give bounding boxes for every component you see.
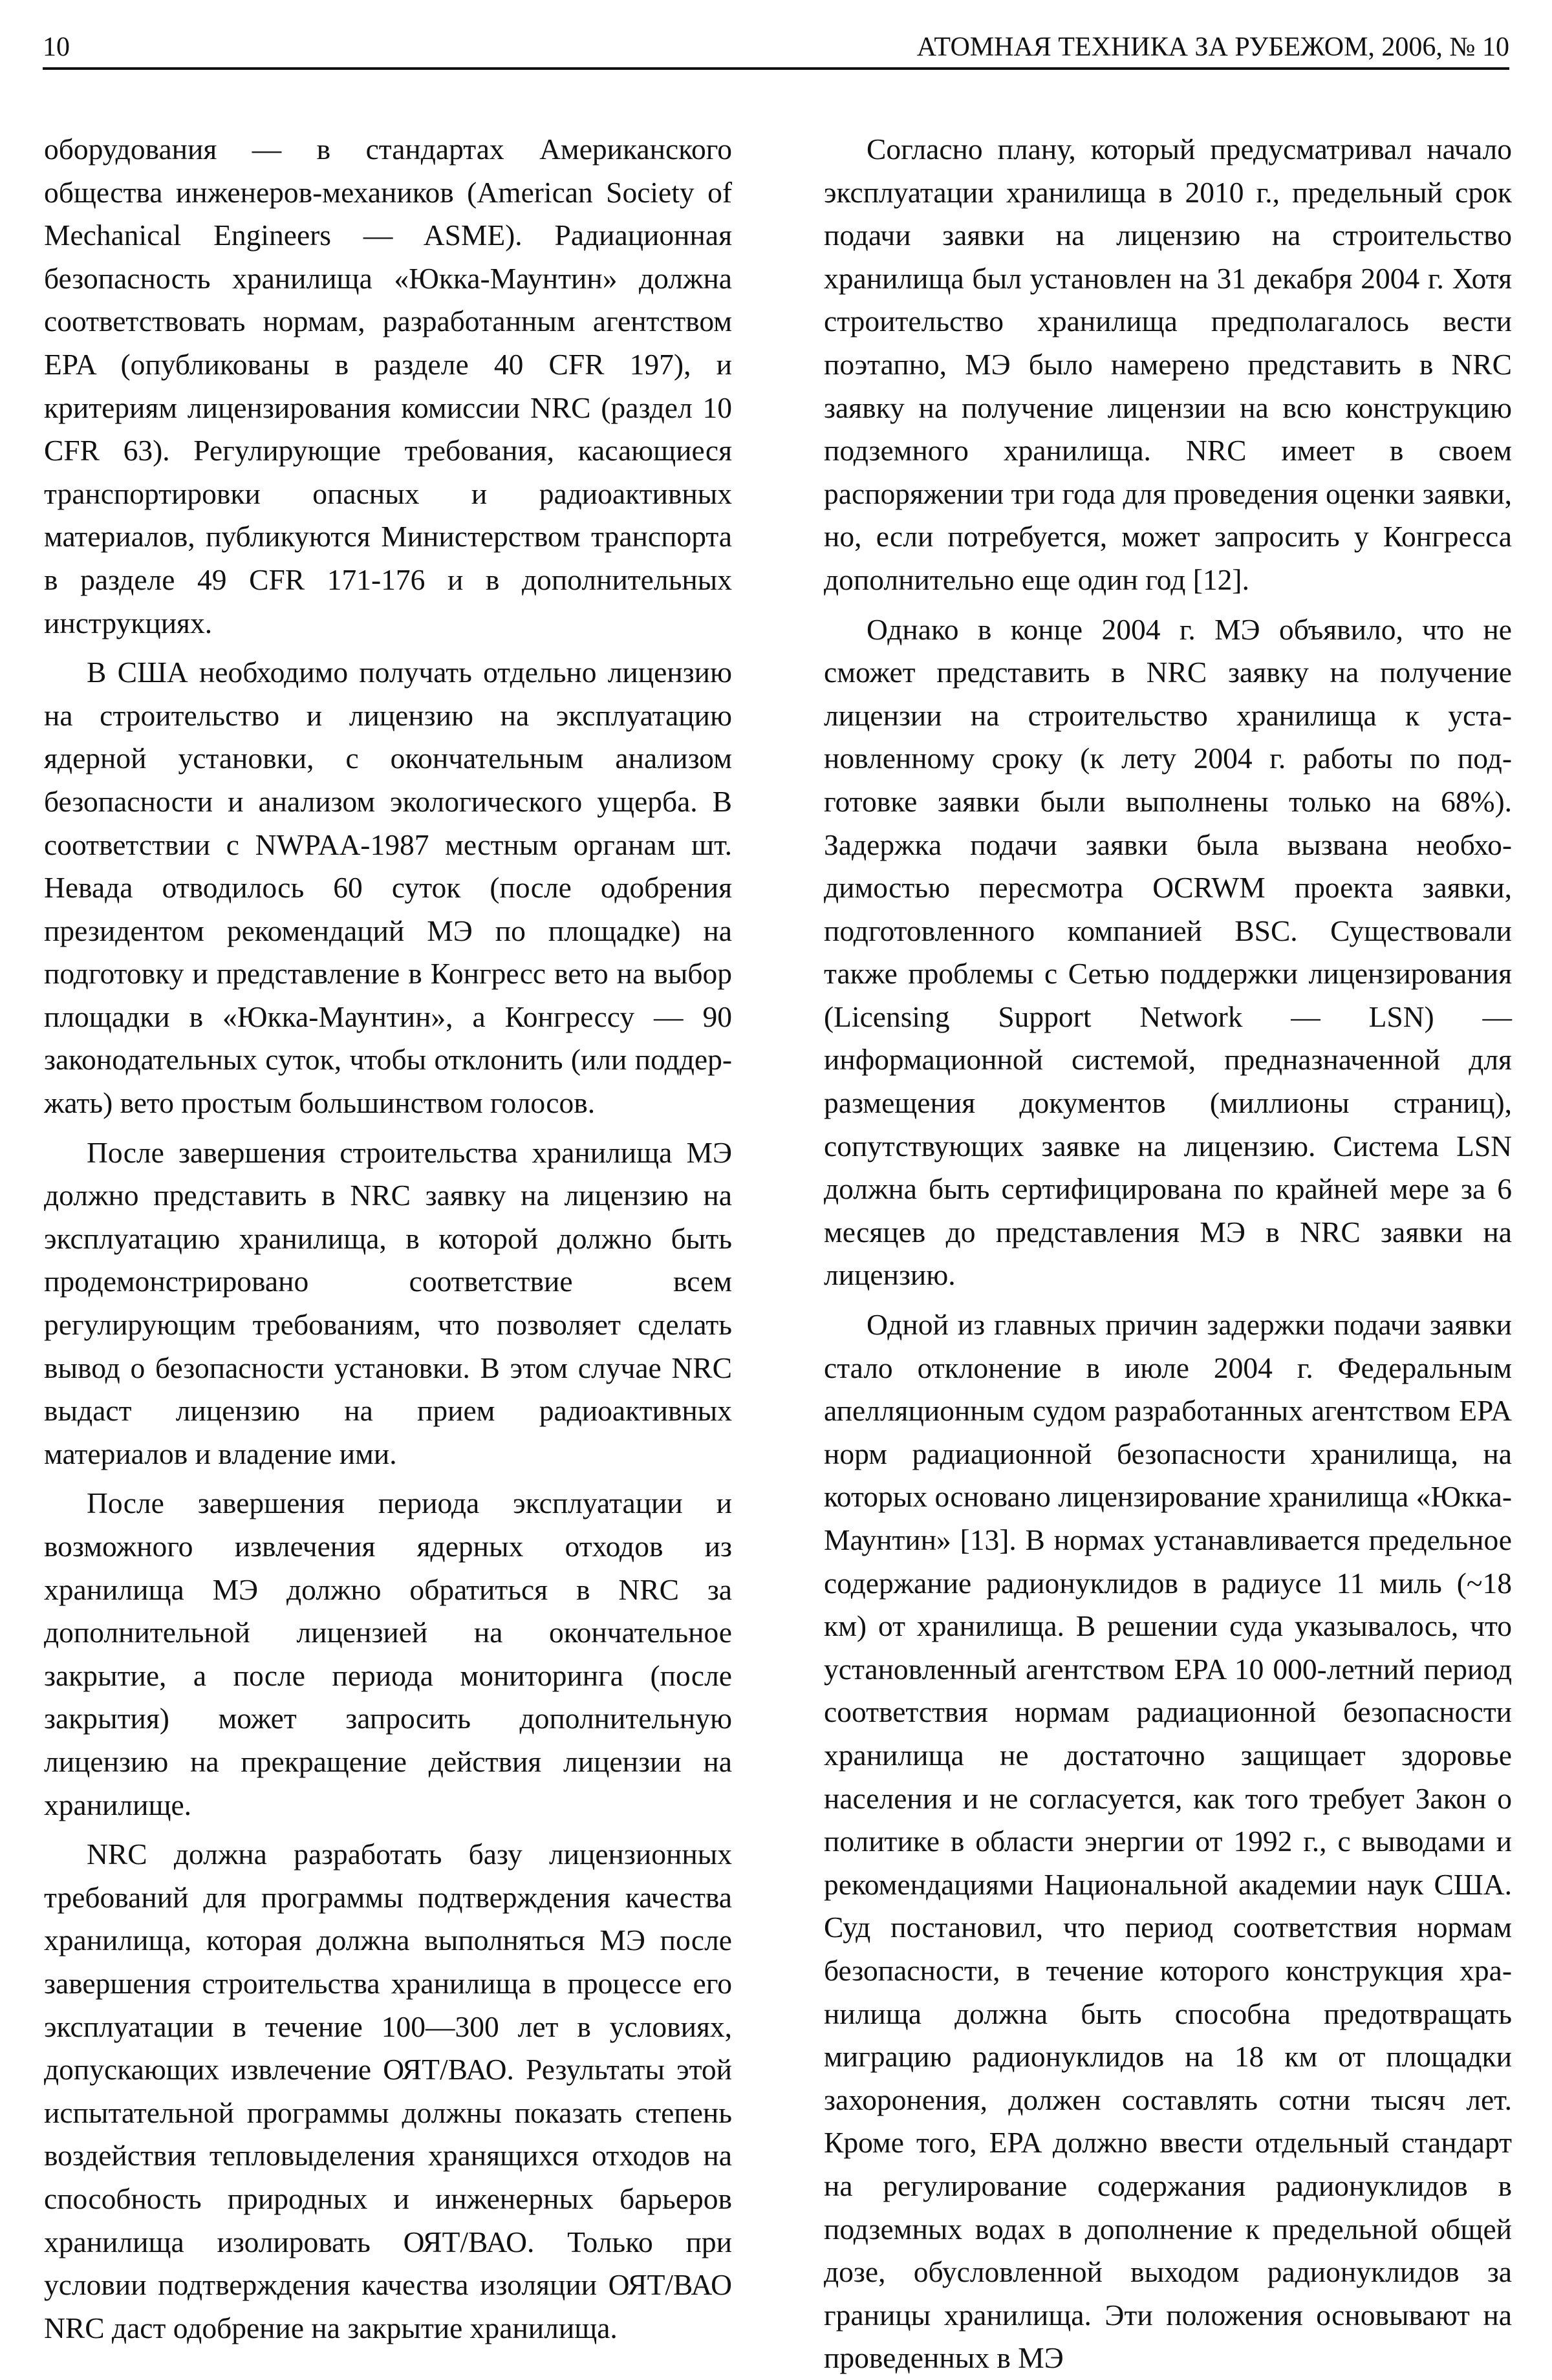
paragraph: После завершения периода эксплуатации и возможного извлечения ядерных отходов из хранилища МЭ должно обратиться в NRC за дополнительной лицензией на окончательное закрытие, а после периода мониторинга (после закрытия) может запросить дополнительную лицензию на прекращение действия лицензии на хранилище. <box>44 1486 732 1821</box>
left-column <box>44 128 732 2350</box>
paragraph: Одной из главных причин задержки подачи заявки стало отклонение в июле 2004 г. Федеральным апелляционным судом разработанных агентством EPA норм радиационной безопасности хранилища, на которых основано лицензирование хранилища «Юкка-Маунтин» [13]. В нормах устанавливается предельное содержание радионуклидов в радиусе 11 миль (~18 км) от хранилища. В решении суда указывалось, что установленный агентством EPA 10 000-летний период соответствия нормам радиационной безопасности хранилища не достаточно защищает здоровье населения и не согласуется, как того требует Закон о политике в области энергии от 1992 г., с выводами и рекомендациями Национальной академии наук США. Суд постановил, что период соответствия нормам безопасности, в течение которого конструкция хранилища должна быть способна предотвращать миграцию радионуклидов на 18 км от площадки захоронения, должен составлять сотни тысяч лет. Кроме того, EPA должно ввести отдельный стандарт на регулирование содержания радионуклидов в подземных водах в дополнение к предельной общей дозе, обусловленной выходом радионуклидов за границы хранилища. Эти положения основывают на проведенных в МЭ <box>824 1308 1512 2375</box>
right-column <box>824 128 1512 2380</box>
page-header <box>43 27 1509 70</box>
paragraph: NRC должна разработать базу лицензионных требований для программы подтверждения качества хранилища, которая должна выполняться МЭ после завершения строительства хранилища в процессе его эксплуатации в течение 100—300 лет в условиях, допускающих извлечение ОЯТ/ВАО. Результаты этой испытательной программы должны показать степень воздействия тепловыделения хранящихся отходов на способность природных и инженерных барьеров хранилища изолировать ОЯТ/ВАО. Только при условии подтверждения качества изоляции ОЯТ/ВАО NRC даст одобрение на закрытие хранилища. <box>44 1838 732 2344</box>
paragraph: После завершения строительства хранилища МЭ должно представить в NRC заявку на лицензию на эксплуатацию хранилища, в которой должно быть продемонстрировано соответствие всем регулирующим требованиям, что позволяет сделать вывод о безопасности установки. В этом случае NRC выдаст лицензию на прием радиоактивных материалов и владение ими. <box>44 1135 732 1470</box>
paragraph: Согласно плану, который предусматривал начало эксплуатации хранилища в 2010 г., предельный срок подачи заявки на лицензию на строительство хранилища был установлен на 31 декабря 2004 г. Хотя строительство хранилища предполагалось вести поэтапно, МЭ было намерено представить в NRC заявку на получение лицензии на всю конструкцию подземного хранилища. NRC имеет в своем распоряжении три года для проведения оценки заявки, но, если потребуется, может запросить у Конгресса дополнительно еще один год [12]. <box>824 133 1512 596</box>
journal-title: АТОМНАЯ ТЕХНИКА ЗА РУБЕЖОМ, 2006, № 10 <box>916 32 1509 62</box>
paragraph: В США необходимо получать отдельно лицензию на строительство и лицензию на эксплуатацию ядерной установки, с окончательным анализом безопасности и анализом экологического ущерба. В соответствии с NWPAA-1987 местным органам шт. Невада отводилось 60 суток (после одобрения президентом рекомендаций МЭ по площадке) на подготовку и представление в Конгресс вето на выбор площадки в «Юкка-Маунтин», а Конгрессу — 90 законодательных суток, чтобы отклонить (или поддержать) вето простым большинством голосов. <box>44 656 732 1120</box>
paragraph: оборудования — в стандартах Американского общества инженеров-механиков (American Society of Mechanical Engineers — ASME). Радиационная безопасность хранилища «Юкка-Маунтин» должна соответствовать нормам, разработанным агентством EPA (опубликованы в разделе 40 CFR 197), и критериям лицензирования комиссии NRC (раздел 10 CFR 63). Регулирующие требования, касающиеся транспортировки опасных и радиоактивных материалов, публикуются Министерством транспорта в разделе 49 CFR 171-176 и в дополнительных инструкциях. <box>44 133 732 639</box>
page-number: 10 <box>43 32 70 62</box>
paragraph: Однако в конце 2004 г. МЭ объявило, что не сможет представить в NRC заявку на получение лицензии на строительство хранилища к установленному сроку (к лету 2004 г. работы по подготовке заявки были выполнены только на 68%). Задержка подачи заявки была вызвана необходимостью пересмотра OCRWM проекта заявки, подготовленного компанией BSC. Существовали также проблемы с Сетью поддержки лицензирования (Licensing Support Network — LSN) — информационной системой, предназначенной для размещения документов (миллионы страниц), сопутствующих заявке на лицензию. Система LSN должна быть сертифицирована по крайней мере за 6 месяцев до представления МЭ в NRC заявки на лицензию. <box>824 612 1512 1292</box>
